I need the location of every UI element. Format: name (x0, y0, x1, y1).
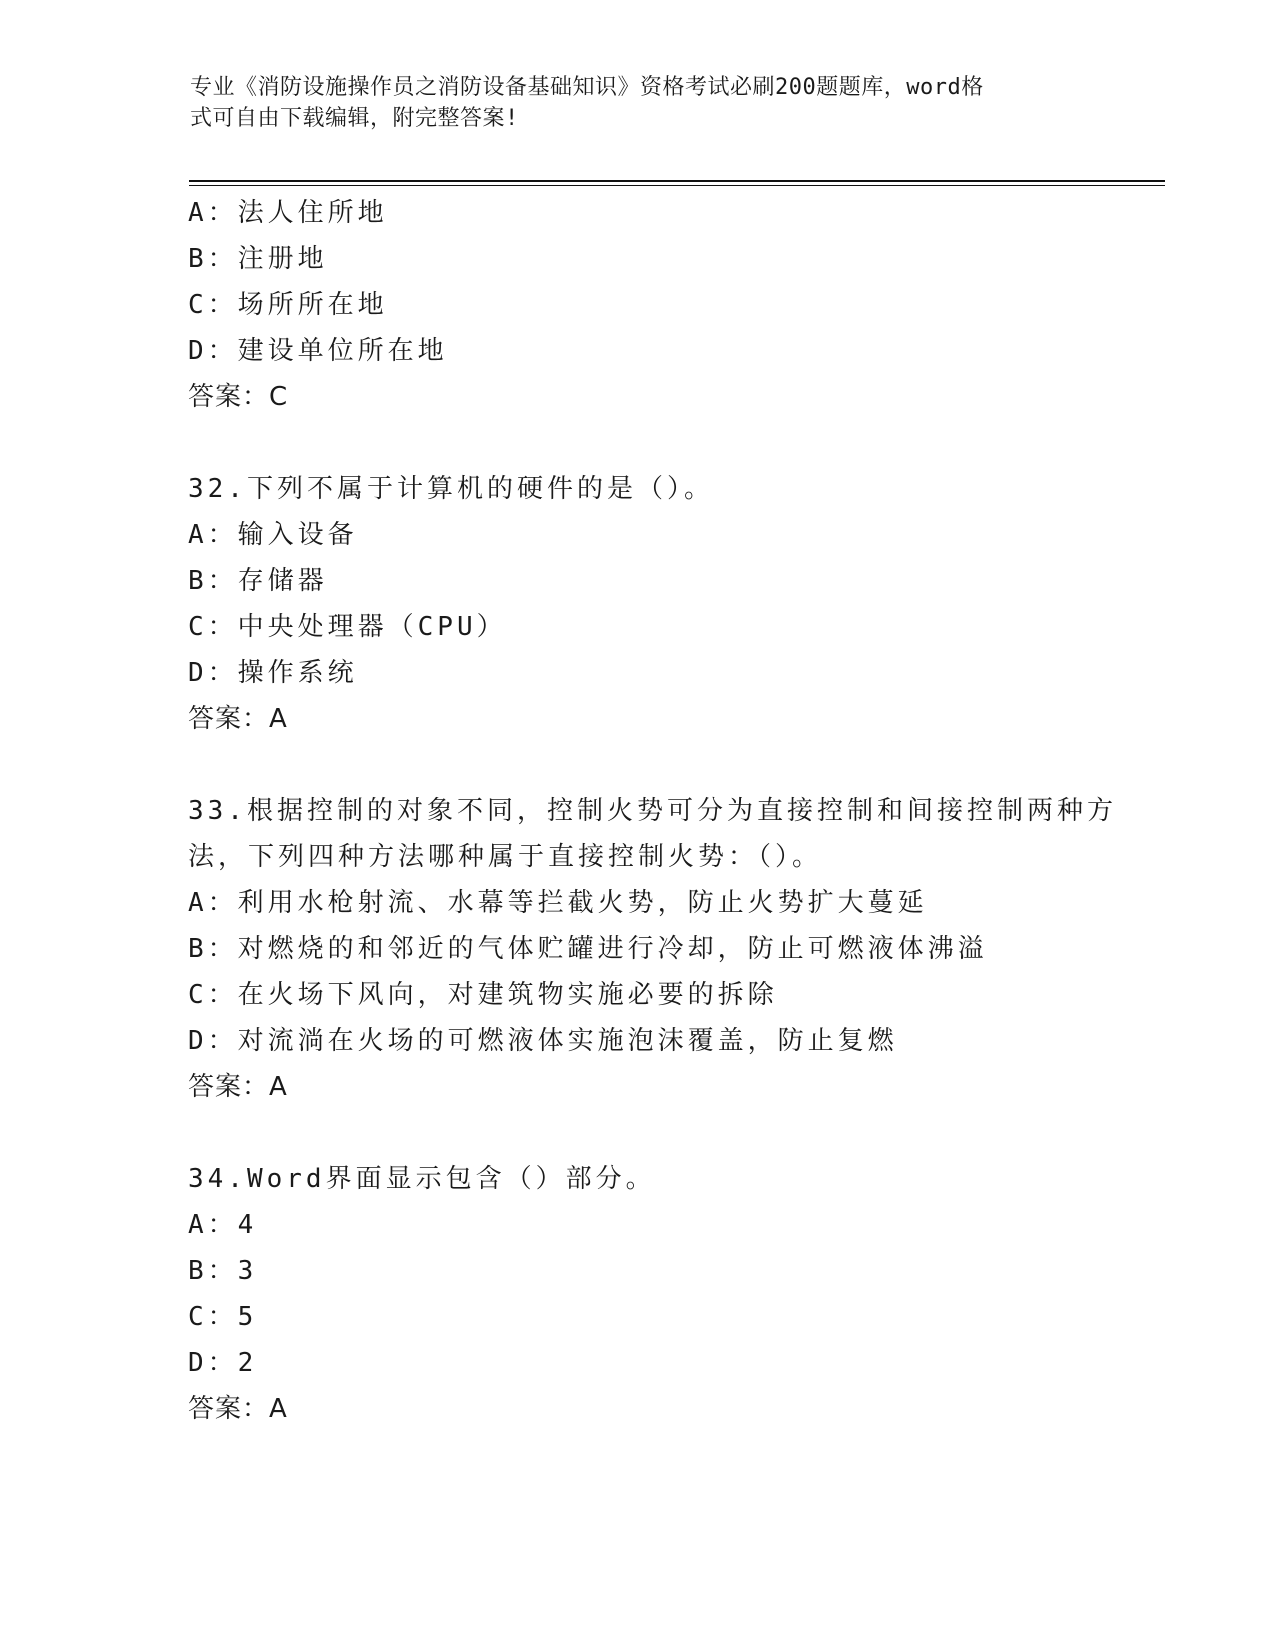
option-b: B：对燃烧的和邻近的气体贮罐进行冷却，防止可燃液体沸溢 (188, 934, 988, 964)
answer-line: 答案：C (188, 382, 289, 412)
question-34 (188, 1156, 1088, 1432)
option-a: A：输入设备 (188, 520, 358, 550)
option-a: A：4 (188, 1210, 258, 1240)
option-b: B：注册地 (188, 244, 328, 274)
header-divider-thin (189, 185, 1165, 186)
question-stem: 34.Word界面显示包含（）部分。 (188, 1164, 656, 1194)
question-32 (188, 466, 1088, 742)
option-d: D：2 (188, 1348, 258, 1378)
header-line-1: 专业《消防设施操作员之消防设备基础知识》资格考试必刷200题题库，word格 (190, 75, 984, 100)
option-c: C：场所所在地 (188, 290, 388, 320)
document-header (190, 72, 1070, 134)
option-b: B：3 (188, 1256, 258, 1286)
question-31 (188, 190, 1088, 420)
header-line-2: 式可自由下载编辑，附完整答案! (190, 106, 519, 131)
question-list (188, 190, 1117, 1432)
question-stem: 32.下列不属于计算机的硬件的是（）。 (188, 474, 714, 504)
answer-line: 答案：A (188, 1394, 288, 1424)
answer-line: 答案：A (188, 1072, 288, 1102)
question-stem-line-2: 法，下列四种方法哪种属于直接控制火势：（）。 (188, 842, 823, 872)
spacer (188, 420, 1088, 466)
option-d: D：操作系统 (188, 658, 358, 688)
question-stem-line-1: 33.根据控制的对象不同，控制火势可分为直接控制和间接控制两种方 (188, 796, 1117, 826)
option-c: C：在火场下风向，对建筑物实施必要的拆除 (188, 980, 778, 1010)
answer-line: 答案：A (188, 704, 288, 734)
spacer (188, 742, 1088, 788)
option-c: C：中央处理器（CPU） (188, 612, 507, 642)
option-d: D：对流淌在火场的可燃液体实施泡沫覆盖，防止复燃 (188, 1026, 898, 1056)
option-a: A：法人住所地 (188, 198, 388, 228)
option-c: C：5 (188, 1302, 258, 1332)
header-divider-thick (189, 180, 1165, 182)
spacer (188, 1110, 1088, 1156)
option-d: D：建设单位所在地 (188, 336, 448, 366)
option-b: B：存储器 (188, 566, 328, 596)
option-a: A：利用水枪射流、水幕等拦截火势，防止火势扩大蔓延 (188, 888, 928, 918)
question-33 (188, 788, 1117, 1110)
